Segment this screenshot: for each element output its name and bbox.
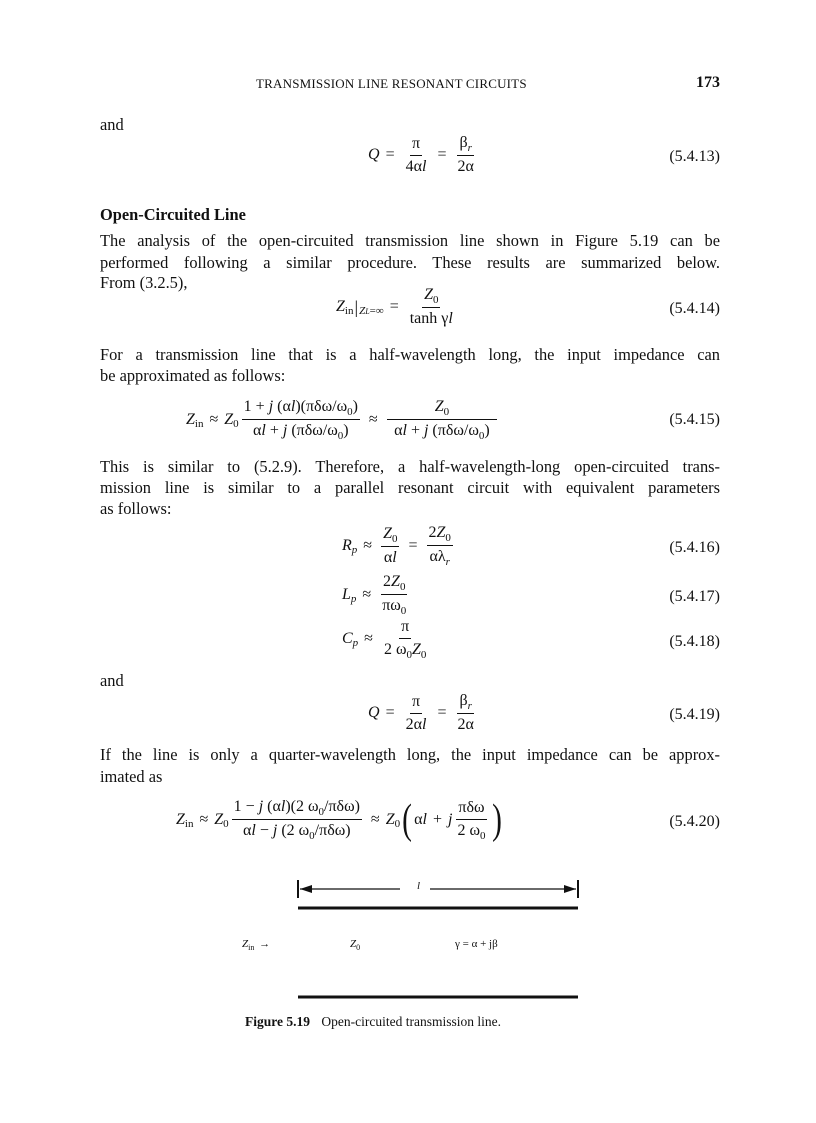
- page-number: 173: [696, 74, 720, 91]
- equation-5-4-19: Q = $\frac{\pi}{2\alpha l}$ = $\frac{\beta_r}{2\alpha}$: [368, 692, 474, 733]
- paragraph-line: For a transmission line that is a half-wavelength long, the input impedance can: [100, 345, 720, 364]
- arrowhead-left: [300, 885, 312, 893]
- section-heading: Open-Circuited Line: [100, 205, 246, 224]
- paragraph-line: If the line is only a quarter-wavelength long, the input impedance can be approx-: [100, 745, 720, 764]
- figure-transmission-line: [290, 872, 590, 1004]
- figure-caption: [245, 1014, 501, 1030]
- text-and-2: and: [100, 671, 124, 690]
- equation-number: (5.4.14): [669, 300, 720, 317]
- paragraph-line: performed following a similar procedure. These results are summarized below.: [100, 253, 720, 272]
- z0-label: $Z_0$: [350, 938, 361, 952]
- equation-5-4-15: Z in ≈ Z 0 $\frac{1 + j (\alpha l)(\pi\delta\omega/\omega_0)}{\alpha l + j (\pi\delta\omega/\omega_0)}$ ≈ $\frac{Z_0}{\alpha l + j (\pi\delta\omega/\omega_0)}$: [186, 398, 500, 441]
- text-and-1: and: [100, 115, 124, 134]
- equation-5-4-17: L p ≈ $\frac{2Z_0}{\pi\omega_0}$: [342, 573, 407, 617]
- paragraph-line: as follows:: [100, 499, 172, 518]
- equation-number: (5.4.15): [669, 411, 720, 428]
- caption-text: Open-circuited transmission line.: [321, 1014, 501, 1029]
- equation-5-4-14: Z in | ZL=∞ = $\frac{Z_0}{\text{tanh γl}}$: [336, 286, 453, 327]
- paragraph-line: be approximated as follows:: [100, 366, 286, 385]
- equation-number: (5.4.19): [669, 706, 720, 723]
- equation-5-4-18: C p ≈ $\frac{\pi}{2 \omega_0Z_0}$: [342, 618, 427, 661]
- equation-number: (5.4.18): [669, 633, 720, 650]
- paragraph-line: The analysis of the open-circuited transmission line shown in Figure 5.19 can be: [100, 231, 720, 250]
- caption-label: Figure 5.19: [245, 1014, 310, 1029]
- equation-number: (5.4.13): [669, 148, 720, 165]
- equation-number: (5.4.17): [669, 588, 720, 605]
- paragraph-line: mission line is similar to a parallel resonant circuit with equivalent parameters: [100, 478, 720, 497]
- equation-5-4-16: R p ≈ $\frac{Z_0}{\alpha l}$ = $\frac{2Z_0}{\alpha\lambda_r}$: [342, 524, 451, 568]
- length-label: l: [417, 880, 421, 892]
- paragraph-line: From (3.2.5),: [100, 273, 188, 292]
- equation-5-4-13: Q = $\frac{\pi}{4\alpha l}$ = $\frac{\beta_r}{2\alpha}$: [368, 134, 474, 175]
- paragraph-line: imated as: [100, 767, 163, 786]
- running-title: TRANSMISSION LINE RESONANT CIRCUITS: [256, 76, 527, 91]
- equation-number: (5.4.20): [669, 813, 720, 830]
- arrowhead-right: [564, 885, 576, 893]
- paragraph-line: This is similar to (5.2.9). Therefore, a half-wavelength-long open-circuited trans-: [100, 457, 720, 476]
- zin-label: $Z_{in}$ →: [242, 938, 271, 952]
- gamma-label: γ = α + jβ: [455, 938, 498, 950]
- equation-5-4-20: Z in ≈ Z 0 $\frac{1 - j (\alpha l)(2 \omega_0/\pi\delta\omega)}{\alpha l - j (2 \omega_0/\pi\delta\omega)}$ ≈ Z 0 ( α l + j $\frac{\text{πδω}}{2 \omega_0}$ ): [176, 796, 503, 843]
- equation-number: (5.4.16): [669, 539, 720, 556]
